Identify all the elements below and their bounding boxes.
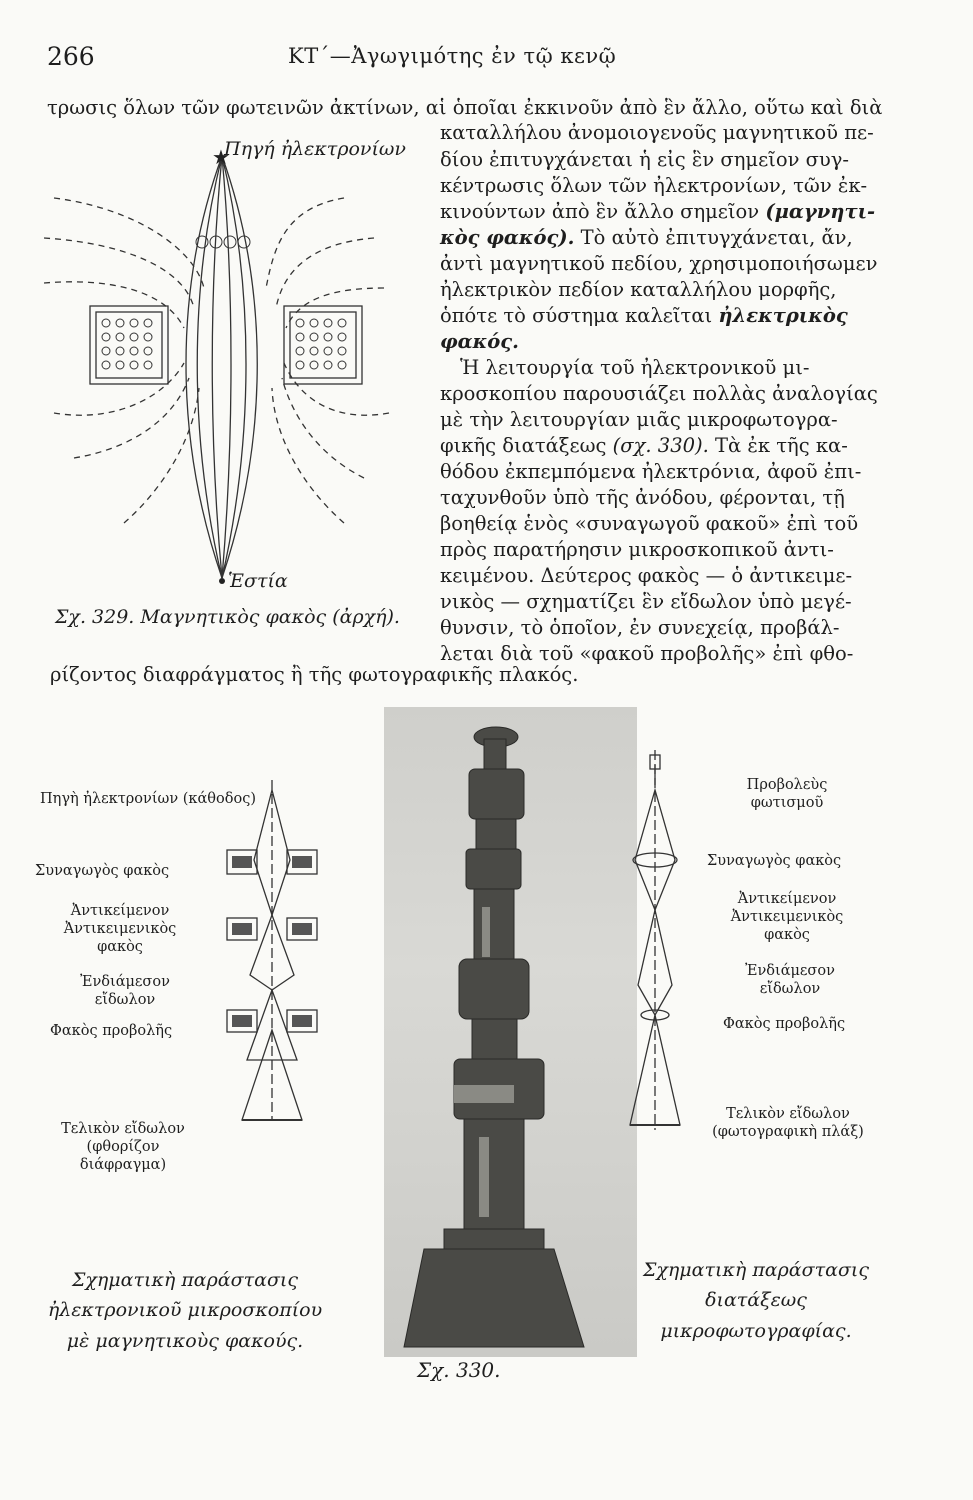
label-intermediate-image-right: Ἐνδιάμεσον εἴδωλον <box>745 963 835 998</box>
body-line: Ἡ λειτουργία τοῦ ἠλεκτρονικοῦ μι- <box>460 356 810 379</box>
electron-source-label: Πηγή ἠλεκτρονίων <box>224 138 406 160</box>
schematic-left <box>212 770 332 1130</box>
figure-329-caption: Σχ. 329. Μαγνητικὸς φακὸς (ἀρχή). <box>55 606 400 628</box>
electron-microscope-photo <box>384 707 637 1357</box>
figure-reference: (σχ. 330). <box>612 434 709 457</box>
body-line: θόδου ἐκπεμπόμενα ἠλεκτρόνια, ἀφοῦ ἐπι- <box>440 460 862 483</box>
caption-electron-microscope: Σχηματικὴ παράστασις ἠλεκτρονικοῦ μικροσκοπίου μὲ μαγνητικοὺς φακούς. <box>47 1269 323 1352</box>
label-electron-source-cathode: Πηγὴ ἠλεκτρονίων (κάθοδος) <box>40 791 256 807</box>
body-line: μὲ τὴν λειτουργίαν μιᾶς μικροφωτογρα- <box>440 408 838 431</box>
body-line: ταχυνθοῦν ὑπὸ τῆς ἀνόδου, φέρονται, τῇ <box>440 486 845 509</box>
body-line <box>440 436 848 456</box>
body-line <box>440 202 875 222</box>
figure-330-caption: Σχ. 330. <box>417 1358 501 1382</box>
body-text: φικῆς διατάξεως <box>440 434 607 457</box>
label-illuminator: Προβολεὺς φωτισμοῦ <box>746 777 828 812</box>
term-electric-lens: ἠλεκτρικὸς <box>718 304 848 327</box>
label-intermediate-image: Ἐνδιάμεσον εἴδωλον <box>80 974 170 1009</box>
term-magnetic-lens-cont: κὸς φακός). <box>440 226 575 249</box>
page-number: 266 <box>47 42 95 71</box>
label-final-image-screen: Τελικὸν εἴδωλον (φθορίζον διάφραγμα) <box>61 1121 185 1174</box>
body-line: δίου ἐπιτυγχάνεται ἡ εἰς ἓν σημεῖον συγ- <box>440 148 850 171</box>
term-electric-lens-cont: φακός. <box>440 330 519 353</box>
label-object-objective-right: Ἀντικείμενον Ἀντικειμενικὸς φακὸς <box>730 891 844 944</box>
running-head: ΚΤ΄—Ἀγωγιμότης ἐν τῷ κενῷ <box>288 44 617 68</box>
label-projection-lens: Φακὸς προβολῆς <box>50 1023 173 1039</box>
focus-label: Ἑστία <box>228 570 288 592</box>
body-line: λεται διὰ τοῦ «φακοῦ προβολῆς» ἐπὶ φθο- <box>440 642 854 665</box>
electron-microscope-schematic <box>212 770 332 1134</box>
figure-329-magnetic-lens <box>44 138 434 607</box>
body-line: κειμένου. Δεύτερος φακὸς — ὁ ἀντικειμε- <box>440 564 853 587</box>
body-line: ἠλεκτρικὸν πεδίον καταλλήλου μορφῆς, <box>440 278 837 301</box>
svg-text:★: ★ <box>212 145 230 169</box>
body-line: πρὸς παρατήρησιν μικροσκοπικοῦ ἀντι- <box>440 538 834 561</box>
body-text: ὁπότε τὸ σύστημα καλεῖται <box>440 304 713 327</box>
body-line: τρωσις ὅλων τῶν φωτεινῶν ἀκτίνων, αἱ ὁποῖαι ἐκκινοῦν ἀπὸ ἓν ἄλλο, οὕτω καὶ διὰ <box>47 96 883 119</box>
body-line: νικὸς — σχηματίζει ἓν εἴδωλον ὑπὸ μεγέ- <box>440 590 852 613</box>
term-magnetic-lens: (μαγνητι- <box>765 200 876 223</box>
body-text: Τὰ ἐκ τῆς κα- <box>715 434 848 457</box>
body-text: Τὸ αὐτὸ ἐπιτυγχάνεται, ἄν, <box>580 226 853 249</box>
body-line: καταλλήλου ἀνομοιογενοῦς μαγνητικοῦ πε- <box>440 121 874 144</box>
magnetic-lens-diagram <box>44 138 434 603</box>
body-line: κέντρωσις ὅλων τῶν ἠλεκτρονίων, τῶν ἐκ- <box>440 174 868 197</box>
microscope-illustration <box>384 707 637 1357</box>
body-line: θυνσιν, τὸ ὁποῖον, ἐν συνεχείᾳ, προβάλ- <box>440 616 840 639</box>
body-line <box>440 306 848 326</box>
label-final-image-plate: Τελικὸν εἴδωλον (φωτογραφικὴ πλάξ) <box>712 1106 864 1141</box>
body-line: ρίζοντος διαφράγματος ἢ τῆς φωτογραφικῆς πλακός. <box>50 663 579 686</box>
body-line <box>440 228 853 248</box>
label-projection-lens-right: Φακὸς προβολῆς <box>723 1016 846 1032</box>
body-line: κροσκοπίου παρουσιάζει πολλὰς ἀναλογίας <box>440 382 878 405</box>
body-text: κινούντων ἀπὸ ἓν ἄλλο σημεῖον <box>440 200 760 223</box>
label-condenser-lens: Συναγωγὸς φακὸς <box>35 863 170 879</box>
body-line: βοηθείᾳ ἑνὸς «συναγωγοῦ φακοῦ» ἐπὶ τοῦ <box>440 512 859 535</box>
label-object-objective: Ἀντικείμενον Ἀντικειμενικὸς φακὸς <box>63 903 177 956</box>
body-line: ἀντὶ μαγνητικοῦ πεδίου, χρησιμοποιήσωμεν <box>440 252 878 275</box>
label-condenser-lens-right: Συναγωγὸς φακὸς <box>707 853 842 869</box>
photomicrography-schematic <box>610 745 700 1139</box>
schematic-right <box>610 745 700 1135</box>
caption-photomicrography: Σχηματικὴ παράστασις διατάξεως μικροφωτογραφίας. <box>642 1259 870 1342</box>
